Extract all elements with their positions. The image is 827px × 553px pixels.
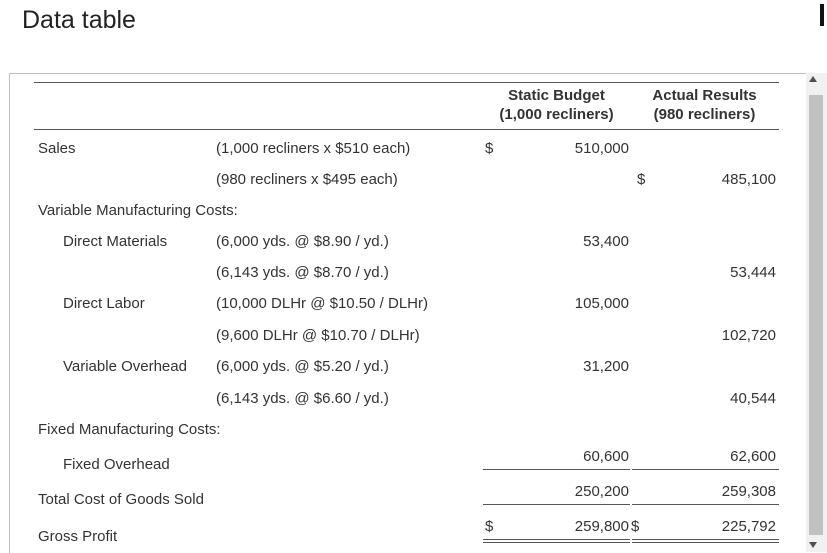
- variable-overhead-static-desc: (6,000 yds. @ $5.20 / yd.): [216, 358, 389, 375]
- variable-overhead-static-value: 31,200: [583, 358, 629, 375]
- dialog-title: Data table: [22, 6, 136, 34]
- gross-profit-actual-value: 225,792: [721, 518, 776, 535]
- total-cogs-static-value: 250,200: [574, 483, 629, 500]
- direct-materials-static-value: 53,400: [583, 233, 629, 250]
- sales-actual-desc: (980 recliners x $495 each): [216, 171, 398, 188]
- gross-profit-static-value: 259,800: [574, 518, 629, 535]
- variable-mfg-costs-heading: Variable Manufacturing Costs:: [38, 202, 238, 219]
- direct-materials-actual-desc: (6,143 yds. @ $8.70 / yd.): [216, 264, 389, 281]
- fixed-overhead-label: Fixed Overhead: [63, 456, 170, 473]
- sales-label: Sales: [38, 140, 76, 157]
- sales-static-currency: $: [485, 140, 494, 157]
- gross-profit-label: Gross Profit: [38, 528, 118, 545]
- header-bottom-rule: [34, 129, 779, 130]
- gross-profit-static-double-rule: [483, 539, 630, 543]
- static-budget-header: [484, 86, 629, 124]
- direct-materials-static-desc: (6,000 yds. @ $8.90 / yd.): [216, 233, 389, 250]
- header-top-rule: [34, 82, 779, 83]
- sales-static-value: 510,000: [574, 140, 629, 157]
- static-budget-header-line2: (1,000 recliners): [499, 106, 614, 123]
- gross-profit-actual-double-rule: [632, 539, 779, 543]
- direct-labor-label: Direct Labor: [63, 295, 145, 312]
- gross-profit-static-currency: $: [485, 518, 494, 535]
- variable-overhead-actual-desc: (6,143 yds. @ $6.60 / yd.): [216, 390, 389, 407]
- fixed-mfg-costs-heading: Fixed Manufacturing Costs:: [38, 421, 221, 438]
- window-edge-marker: [820, 4, 824, 26]
- vertical-scrollbar[interactable]: [806, 73, 827, 552]
- fixed-overhead-actual-rule: [632, 469, 779, 470]
- total-cogs-actual-rule: [632, 504, 779, 505]
- scrollbar-thumb[interactable]: [809, 95, 823, 535]
- variable-overhead-label: Variable Overhead: [63, 358, 187, 375]
- actual-results-header-line2: (980 recliners): [653, 106, 756, 123]
- sales-actual-currency: $: [637, 171, 646, 188]
- static-budget-header-line1: Static Budget: [508, 87, 605, 104]
- total-cogs-label: Total Cost of Goods Sold: [38, 491, 204, 508]
- total-cogs-actual-value: 259,308: [721, 483, 776, 500]
- direct-labor-static-value: 105,000: [574, 295, 629, 312]
- actual-results-header: [632, 86, 777, 124]
- fixed-overhead-actual-value: 62,600: [730, 448, 776, 465]
- actual-results-header-line1: Actual Results: [652, 87, 757, 104]
- fixed-overhead-static-value: 60,600: [583, 448, 629, 465]
- direct-labor-actual-value: 102,720: [721, 327, 776, 344]
- direct-labor-static-desc: (10,000 DLHr @ $10.50 / DLHr): [216, 295, 428, 312]
- sales-actual-value: 485,100: [721, 171, 776, 188]
- variable-overhead-actual-value: 40,544: [730, 390, 776, 407]
- direct-labor-actual-desc: (9,600 DLHr @ $10.70 / DLHr): [216, 327, 420, 344]
- gross-profit-actual-currency: $: [631, 518, 640, 535]
- total-cogs-static-rule: [483, 504, 630, 505]
- scroll-up-arrow-icon[interactable]: [809, 76, 817, 82]
- direct-materials-label: Direct Materials: [63, 233, 168, 250]
- fixed-overhead-static-rule: [483, 469, 630, 470]
- direct-materials-actual-value: 53,444: [730, 264, 776, 281]
- data-table-panel: [9, 73, 820, 553]
- sales-static-desc: (1,000 recliners x $510 each): [216, 140, 411, 157]
- scroll-down-arrow-icon[interactable]: [809, 542, 817, 548]
